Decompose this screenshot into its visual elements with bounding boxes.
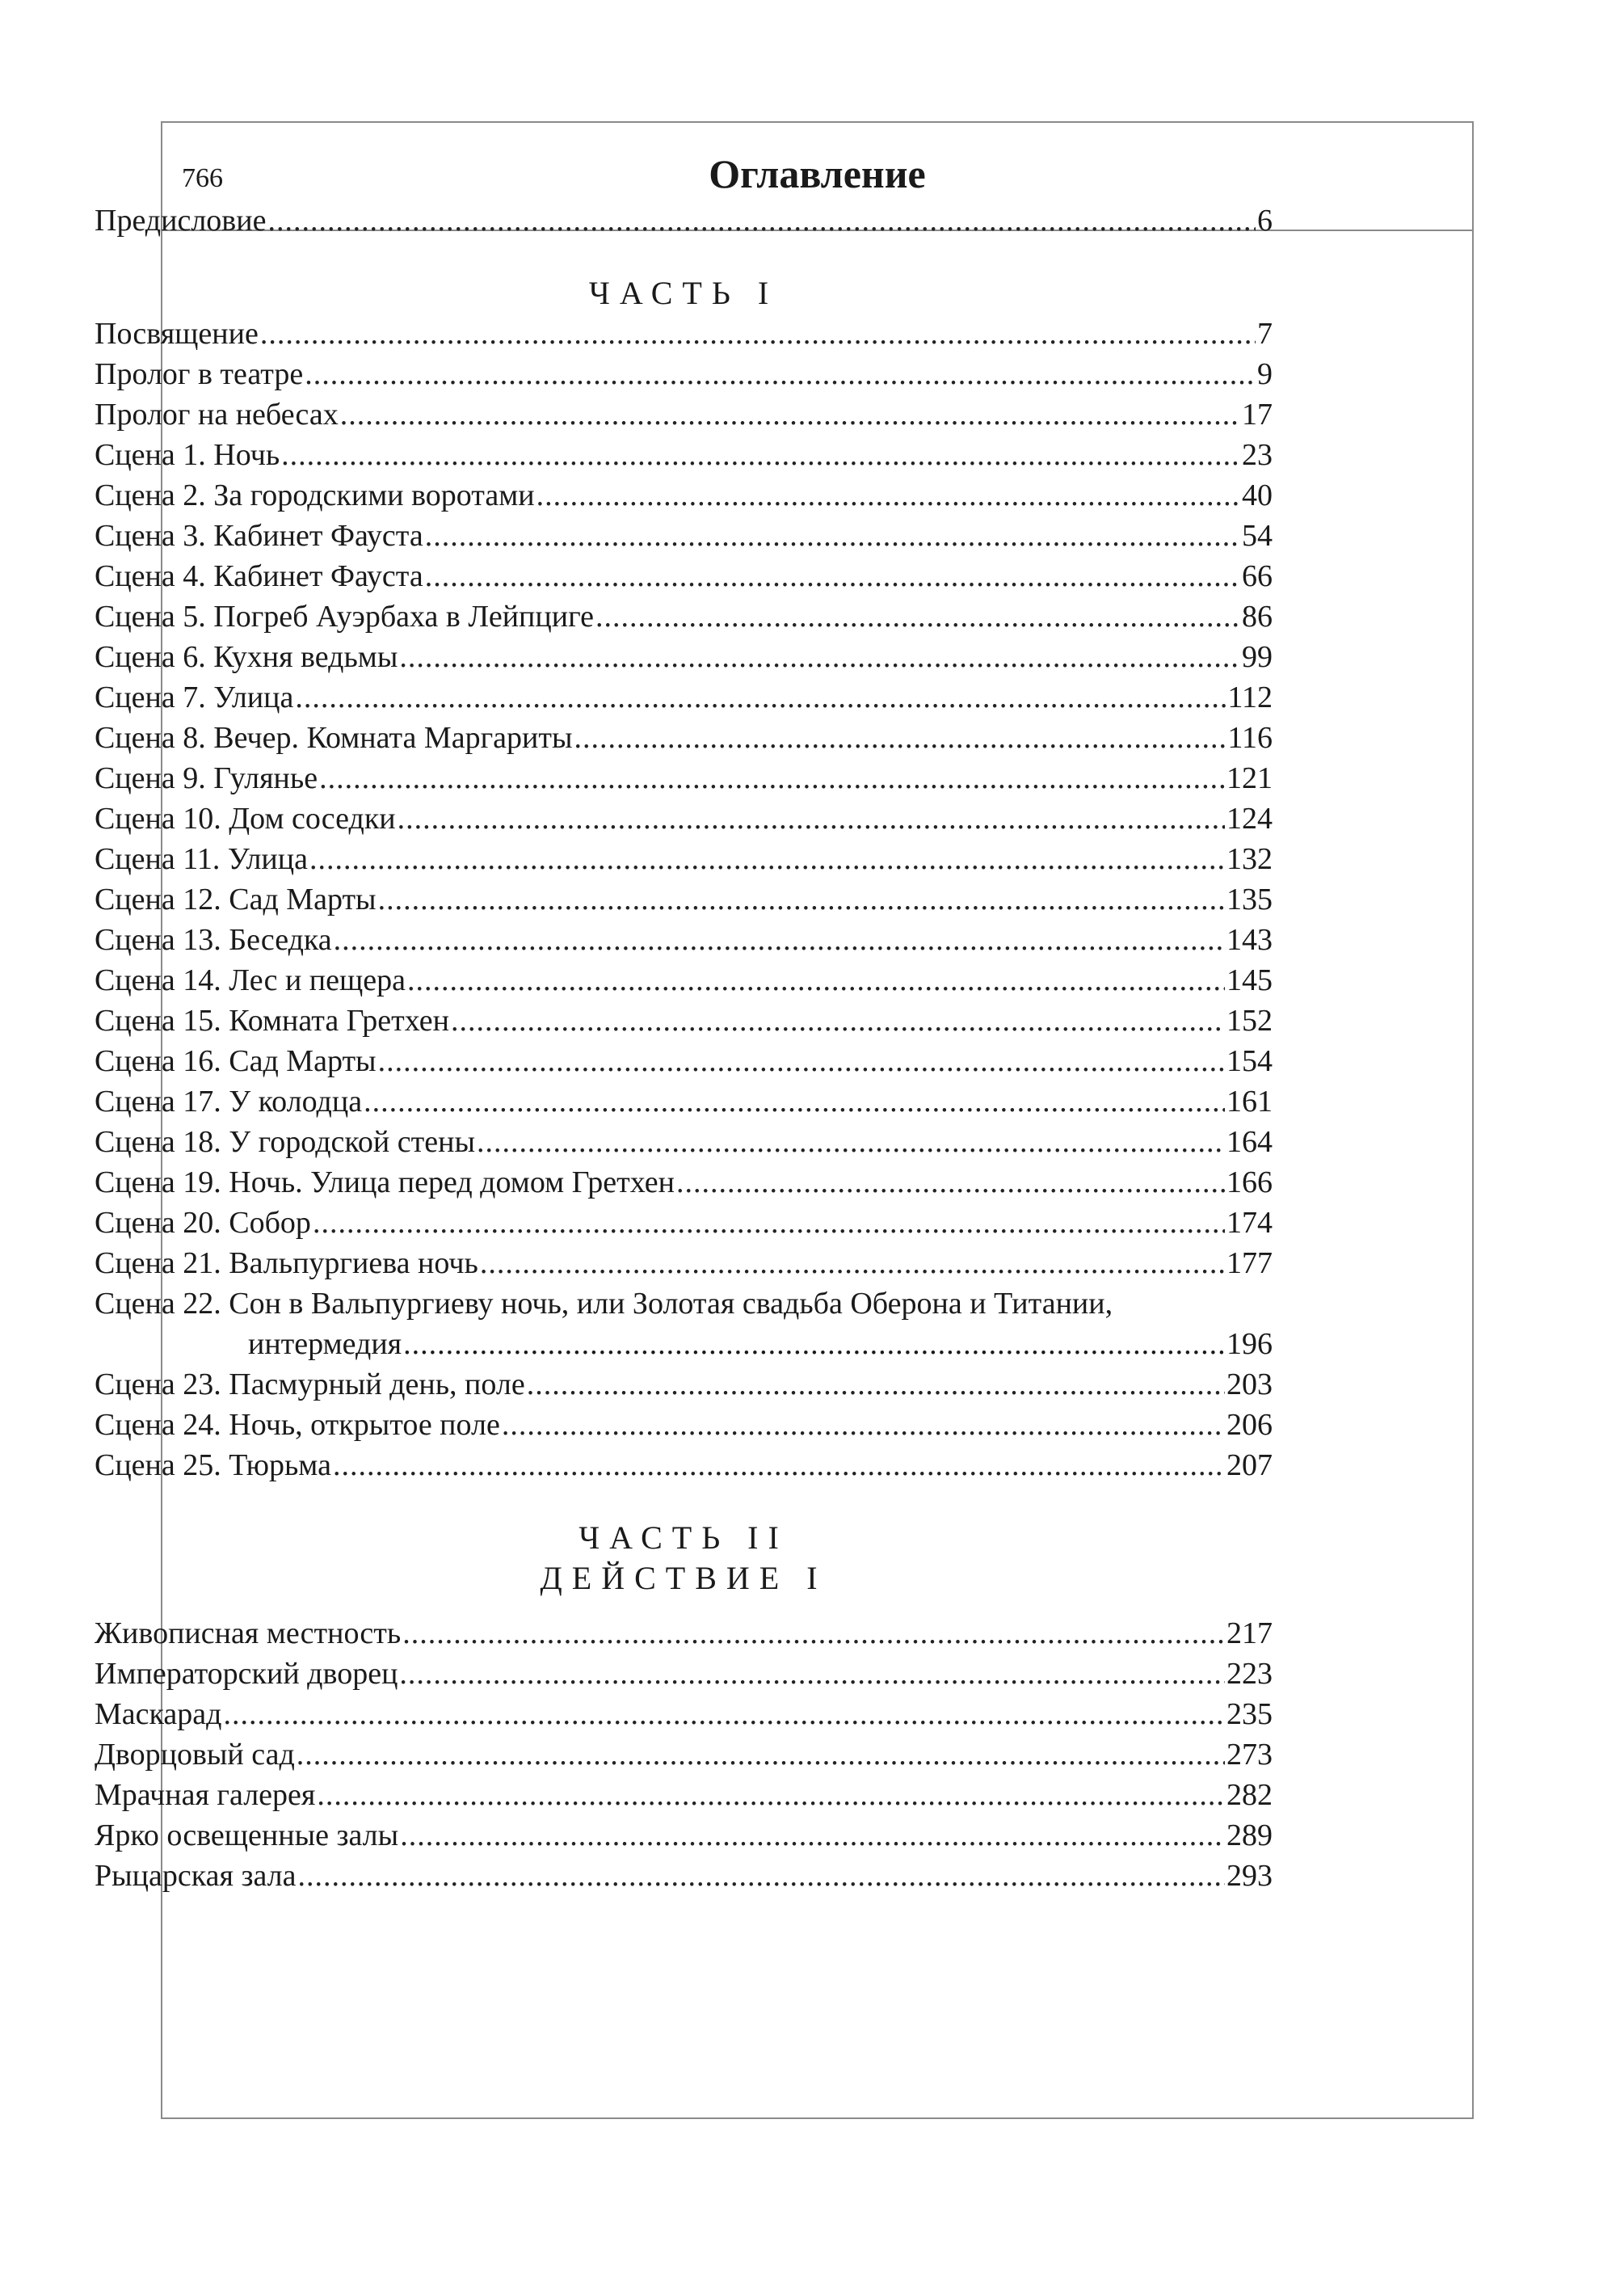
toc-entry-title: Сцена 8. Вечер. Комната Маргариты bbox=[95, 721, 573, 755]
toc-entry-title: Сцена 5. Погреб Ауэрбаха в Лейпциге bbox=[95, 600, 595, 634]
toc-entry-page: 86 bbox=[1242, 600, 1273, 634]
toc-entry-title-line1: Сцена 22. Сон в Вальпургиеву ночь, или Золотая свадьба Оберона и Титании, bbox=[95, 1287, 1113, 1321]
toc-entry-title: Сцена 25. Тюрьма bbox=[95, 1448, 331, 1482]
toc-entry-title: Сцена 23. Пасмурный день, поле bbox=[95, 1367, 525, 1401]
toc-entry[interactable] bbox=[95, 1162, 1273, 1203]
toc-entry[interactable] bbox=[95, 1081, 1273, 1122]
toc-entry-title: Сцена 12. Сад Марты bbox=[95, 883, 377, 916]
dot-leader bbox=[536, 475, 1240, 516]
toc-entry-page: 203 bbox=[1226, 1367, 1273, 1401]
dot-leader bbox=[676, 1162, 1225, 1203]
dot-leader bbox=[313, 1203, 1225, 1243]
toc-entry-title: Сцена 11. Улица bbox=[95, 842, 308, 876]
toc-entry[interactable] bbox=[95, 1001, 1273, 1041]
toc-entry-title: Дворцовый сад bbox=[95, 1738, 295, 1772]
toc-entry-title: Предисловие bbox=[95, 204, 267, 238]
dot-leader bbox=[260, 314, 1256, 354]
part-2-heading: ЧАСТЬ II bbox=[578, 1519, 789, 1556]
toc-entry[interactable] bbox=[95, 394, 1273, 435]
toc-entry[interactable] bbox=[95, 1734, 1273, 1775]
toc-entry[interactable] bbox=[95, 516, 1273, 556]
dot-leader bbox=[333, 1445, 1225, 1485]
toc-entry-title: Сцена 20. Собор bbox=[95, 1206, 311, 1240]
dot-leader bbox=[403, 1324, 1225, 1364]
toc-entry-title: Сцена 21. Вальпургиева ночь bbox=[95, 1246, 478, 1280]
toc-entry-title: Сцена 1. Ночь bbox=[95, 438, 280, 472]
toc-entry-page: 223 bbox=[1226, 1657, 1273, 1691]
dot-leader bbox=[595, 596, 1240, 637]
toc-entry-title-line2: интермедия bbox=[248, 1327, 402, 1361]
dot-leader bbox=[364, 1081, 1225, 1122]
dot-leader bbox=[298, 1856, 1225, 1896]
dot-leader bbox=[574, 718, 1226, 758]
dot-leader bbox=[425, 556, 1240, 596]
dot-leader bbox=[400, 1815, 1225, 1856]
toc-entry-page: 177 bbox=[1226, 1246, 1273, 1280]
part-1-entries bbox=[95, 314, 1273, 1283]
toc-entry-title: Сцена 6. Кухня ведьмы bbox=[95, 640, 398, 674]
toc-entry-page: 7 bbox=[1257, 317, 1273, 351]
toc-entry-page: 196 bbox=[1226, 1327, 1273, 1361]
toc-entry-title: Сцена 14. Лес и пещера bbox=[95, 963, 406, 997]
toc-entry[interactable] bbox=[95, 1041, 1273, 1081]
toc-entry-title: Сцена 7. Улица bbox=[95, 681, 294, 714]
toc-entry[interactable] bbox=[95, 556, 1273, 596]
toc-entry[interactable] bbox=[95, 1613, 1273, 1654]
dot-leader bbox=[295, 677, 1226, 718]
dot-leader bbox=[319, 758, 1225, 798]
toc-entry-page: 121 bbox=[1226, 761, 1273, 795]
toc-entry[interactable] bbox=[95, 1364, 1273, 1405]
toc-entry-page: 66 bbox=[1242, 559, 1273, 593]
toc-entry[interactable] bbox=[95, 1203, 1273, 1243]
toc-entry-page: 273 bbox=[1226, 1738, 1273, 1772]
toc-entry-title: Сцена 9. Гулянье bbox=[95, 761, 318, 795]
toc-entry-title: Сцена 16. Сад Марты bbox=[95, 1044, 377, 1078]
dot-leader bbox=[451, 1001, 1225, 1041]
dot-leader bbox=[267, 200, 1256, 241]
toc-entry-page: 293 bbox=[1226, 1859, 1273, 1893]
toc-entry-page: 17 bbox=[1242, 398, 1273, 432]
toc-entry-title: Ярко освещенные залы bbox=[95, 1818, 399, 1852]
page-number: 766 bbox=[182, 163, 223, 193]
toc-entry-title: Сцена 3. Кабинет Фауста bbox=[95, 519, 423, 553]
toc-entry-page: 235 bbox=[1226, 1697, 1273, 1731]
dot-leader bbox=[477, 1122, 1225, 1162]
toc-entry[interactable] bbox=[95, 435, 1273, 475]
dot-leader bbox=[425, 516, 1240, 556]
toc-entry-title: Сцена 18. У городской стены bbox=[95, 1125, 475, 1159]
toc-entry-page: 282 bbox=[1226, 1778, 1273, 1812]
toc-entry-title: Сцена 13. Беседка bbox=[95, 923, 332, 957]
toc-entry[interactable] bbox=[95, 1405, 1273, 1445]
toc-entry[interactable] bbox=[95, 920, 1273, 960]
table-of-contents bbox=[95, 200, 1273, 1896]
dot-leader bbox=[399, 1654, 1225, 1694]
toc-entry-page: 161 bbox=[1226, 1085, 1273, 1119]
toc-entry[interactable] bbox=[95, 839, 1273, 879]
toc-entry[interactable] bbox=[95, 718, 1273, 758]
toc-entry[interactable] bbox=[95, 879, 1273, 920]
toc-entry-page: 112 bbox=[1227, 681, 1273, 714]
toc-entry-title: Сцена 15. Комната Гретхен bbox=[95, 1004, 449, 1038]
toc-entry-page: 135 bbox=[1226, 883, 1273, 916]
toc-entry[interactable] bbox=[95, 1654, 1273, 1694]
dot-leader bbox=[297, 1734, 1225, 1775]
toc-entry[interactable] bbox=[95, 960, 1273, 1001]
running-title: Оглавление bbox=[709, 151, 926, 196]
dot-leader bbox=[407, 960, 1225, 1001]
toc-entry-title: Посвящение bbox=[95, 317, 259, 351]
toc-entry-title: Маскарад bbox=[95, 1697, 222, 1731]
toc-entry[interactable] bbox=[95, 1122, 1273, 1162]
toc-entry-title: Сцена 24. Ночь, открытое поле bbox=[95, 1408, 500, 1442]
toc-entry-page: 174 bbox=[1226, 1206, 1273, 1240]
toc-entry-page: 23 bbox=[1242, 438, 1273, 472]
dot-leader bbox=[398, 798, 1225, 839]
dot-leader bbox=[223, 1694, 1225, 1734]
dot-leader bbox=[402, 1613, 1225, 1654]
toc-entry-title: Сцена 17. У колодца bbox=[95, 1085, 363, 1119]
dot-leader bbox=[340, 394, 1240, 435]
part-2-entries bbox=[95, 1613, 1273, 1896]
toc-entry[interactable] bbox=[95, 354, 1273, 394]
toc-entry[interactable] bbox=[95, 1694, 1273, 1734]
toc-entry[interactable] bbox=[95, 1815, 1273, 1856]
toc-entry[interactable] bbox=[95, 798, 1273, 839]
toc-entry-title: Сцена 19. Ночь. Улица перед домом Гретхен bbox=[95, 1165, 675, 1199]
toc-entry[interactable] bbox=[95, 1445, 1273, 1485]
toc-entry-page: 206 bbox=[1226, 1408, 1273, 1442]
dot-leader bbox=[309, 839, 1225, 879]
toc-entry-page: 152 bbox=[1226, 1004, 1273, 1038]
act-1-heading: ДЕЙСТВИЕ I bbox=[540, 1560, 827, 1596]
toc-entry-page: 6 bbox=[1257, 204, 1273, 238]
toc-entry-page: 54 bbox=[1242, 519, 1273, 553]
toc-entry-title: Императорский дворец bbox=[95, 1657, 398, 1691]
toc-entry-page: 124 bbox=[1226, 802, 1273, 836]
toc-entry[interactable] bbox=[95, 758, 1273, 798]
dot-leader bbox=[317, 1775, 1225, 1815]
dot-leader bbox=[502, 1405, 1225, 1445]
toc-entry-page: 289 bbox=[1226, 1818, 1273, 1852]
toc-entry-page: 166 bbox=[1226, 1165, 1273, 1199]
toc-entry-page: 99 bbox=[1242, 640, 1273, 674]
toc-entry[interactable] bbox=[95, 637, 1273, 677]
toc-entry[interactable] bbox=[95, 1856, 1273, 1896]
toc-entry-page: 132 bbox=[1226, 842, 1273, 876]
dot-leader bbox=[480, 1243, 1225, 1283]
toc-entry-page: 116 bbox=[1227, 721, 1273, 755]
toc-entry-page: 217 bbox=[1226, 1616, 1273, 1650]
part-1-heading: ЧАСТЬ I bbox=[588, 275, 779, 311]
dot-leader bbox=[305, 354, 1256, 394]
dot-leader bbox=[378, 879, 1225, 920]
dot-leader bbox=[378, 1041, 1225, 1081]
toc-entry-page: 40 bbox=[1242, 478, 1273, 512]
toc-entry-page: 164 bbox=[1226, 1125, 1273, 1159]
toc-entry[interactable] bbox=[95, 596, 1273, 637]
toc-entry-title: Сцена 4. Кабинет Фауста bbox=[95, 559, 423, 593]
dot-leader bbox=[527, 1364, 1225, 1405]
toc-entry[interactable] bbox=[95, 475, 1273, 516]
toc-entry-title: Пролог на небесах bbox=[95, 398, 339, 432]
toc-entry[interactable] bbox=[95, 1243, 1273, 1283]
dot-leader bbox=[399, 637, 1240, 677]
toc-entry-title: Сцена 2. За городскими воротами bbox=[95, 478, 535, 512]
dot-leader bbox=[334, 920, 1225, 960]
toc-entry[interactable] bbox=[95, 314, 1273, 354]
toc-entry-title: Пролог в театре bbox=[95, 357, 304, 391]
part-1-entries-after bbox=[95, 1364, 1273, 1485]
toc-entry-title: Сцена 10. Дом соседки bbox=[95, 802, 396, 836]
toc-entry-wrapped[interactable] bbox=[95, 1283, 1273, 1364]
toc-entry-page: 9 bbox=[1257, 357, 1273, 391]
toc-entry-page: 145 bbox=[1226, 963, 1273, 997]
toc-entry[interactable] bbox=[95, 677, 1273, 718]
toc-entry-title: Рыцарская зала bbox=[95, 1859, 297, 1893]
toc-entry[interactable] bbox=[95, 1775, 1273, 1815]
toc-entry-title: Мрачная галерея bbox=[95, 1778, 316, 1812]
toc-entry-page: 143 bbox=[1226, 923, 1273, 957]
toc-entry-preface[interactable] bbox=[95, 200, 1273, 241]
toc-entry-page: 154 bbox=[1226, 1044, 1273, 1078]
toc-entry-page: 207 bbox=[1226, 1448, 1273, 1482]
toc-entry-title: Живописная местность bbox=[95, 1616, 402, 1650]
dot-leader bbox=[281, 435, 1240, 475]
